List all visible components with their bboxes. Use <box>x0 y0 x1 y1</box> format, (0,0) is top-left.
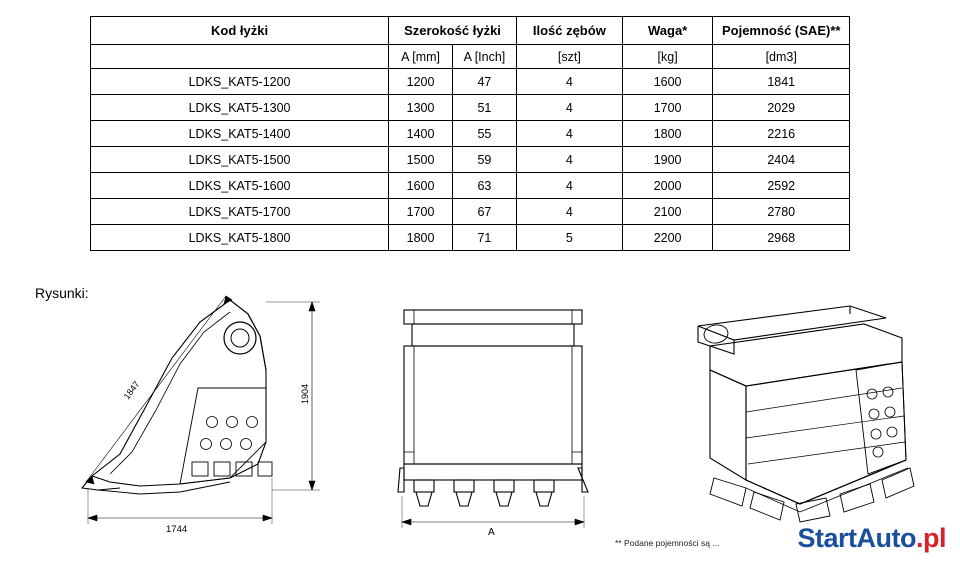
logo-start: Start <box>797 523 857 553</box>
cell-weight: 1800 <box>622 121 713 147</box>
header-ilosc-zebow: Ilość zębów <box>516 17 622 45</box>
cell-weight: 2200 <box>622 225 713 251</box>
subheader-a-mm: A [mm] <box>389 45 453 69</box>
cell-mm: 1300 <box>389 95 453 121</box>
dim-side-width: 1744 <box>166 524 188 535</box>
table-row <box>91 199 850 225</box>
cell-inch: 63 <box>453 173 517 199</box>
cell-inch: 47 <box>453 69 517 95</box>
cell-capacity: 2404 <box>713 147 850 173</box>
table-row <box>91 225 850 251</box>
cell-mm: 1200 <box>389 69 453 95</box>
cell-mm: 1500 <box>389 147 453 173</box>
table-header-row <box>91 17 850 45</box>
drawings-area <box>60 292 950 537</box>
cell-teeth: 4 <box>516 69 622 95</box>
header-kod-lyzki: Kod łyżki <box>91 17 389 45</box>
bucket-isometric-view-drawing <box>650 292 940 537</box>
cell-capacity: 2029 <box>713 95 850 121</box>
cell-mm: 1600 <box>389 173 453 199</box>
cell-capacity: 2216 <box>713 121 850 147</box>
cell-capacity: 2592 <box>713 173 850 199</box>
subheader-kg: [kg] <box>622 45 713 69</box>
cell-capacity: 2780 <box>713 199 850 225</box>
cell-mm: 1800 <box>389 225 453 251</box>
cell-weight: 1700 <box>622 95 713 121</box>
cell-inch: 51 <box>453 95 517 121</box>
cell-code: LDKS_KAT5-1200 <box>91 69 389 95</box>
table-row <box>91 69 850 95</box>
footnote-text: ** Podane pojemności są ... <box>615 538 720 548</box>
bucket-side-view-drawing <box>80 292 350 537</box>
specifications-table <box>90 16 850 251</box>
cell-inch: 67 <box>453 199 517 225</box>
header-waga: Waga* <box>622 17 713 45</box>
header-szerokosc-lyzki: Szerokość łyżki <box>389 17 517 45</box>
startauto-logo[interactable] <box>798 523 947 554</box>
table-body <box>91 69 850 251</box>
cell-teeth: 5 <box>516 225 622 251</box>
table-row <box>91 173 850 199</box>
dim-side-diagonal: 1847 <box>121 379 142 402</box>
cell-code: LDKS_KAT5-1600 <box>91 173 389 199</box>
cell-code: LDKS_KAT5-1400 <box>91 121 389 147</box>
subheader-a-inch: A [Inch] <box>453 45 517 69</box>
cell-code: LDKS_KAT5-1700 <box>91 199 389 225</box>
drawings-label: Rysunki: <box>35 285 89 301</box>
logo-pl: .pl <box>916 523 946 553</box>
cell-teeth: 4 <box>516 173 622 199</box>
table-row <box>91 95 850 121</box>
cell-teeth: 4 <box>516 121 622 147</box>
cell-inch: 59 <box>453 147 517 173</box>
dim-front-width: A <box>488 527 495 537</box>
cell-weight: 1600 <box>622 69 713 95</box>
cell-weight: 2000 <box>622 173 713 199</box>
table-subheader-row <box>91 45 850 69</box>
cell-mm: 1700 <box>389 199 453 225</box>
cell-code: LDKS_KAT5-1300 <box>91 95 389 121</box>
subheader-szt: [szt] <box>516 45 622 69</box>
cell-code: LDKS_KAT5-1500 <box>91 147 389 173</box>
cell-teeth: 4 <box>516 147 622 173</box>
cell-code: LDKS_KAT5-1800 <box>91 225 389 251</box>
header-pojemnosc: Pojemność (SAE)** <box>713 17 850 45</box>
subheader-empty <box>91 45 389 69</box>
cell-inch: 55 <box>453 121 517 147</box>
subheader-dm3: [dm3] <box>713 45 850 69</box>
cell-mm: 1400 <box>389 121 453 147</box>
cell-teeth: 4 <box>516 199 622 225</box>
cell-capacity: 2968 <box>713 225 850 251</box>
cell-weight: 2100 <box>622 199 713 225</box>
cell-inch: 71 <box>453 225 517 251</box>
logo-auto: Auto <box>856 523 916 553</box>
table-row <box>91 147 850 173</box>
cell-teeth: 4 <box>516 95 622 121</box>
cell-weight: 1900 <box>622 147 713 173</box>
table-row <box>91 121 850 147</box>
bucket-front-view-drawing <box>390 292 610 537</box>
cell-capacity: 1841 <box>713 69 850 95</box>
dim-side-height: 1904 <box>300 383 310 404</box>
